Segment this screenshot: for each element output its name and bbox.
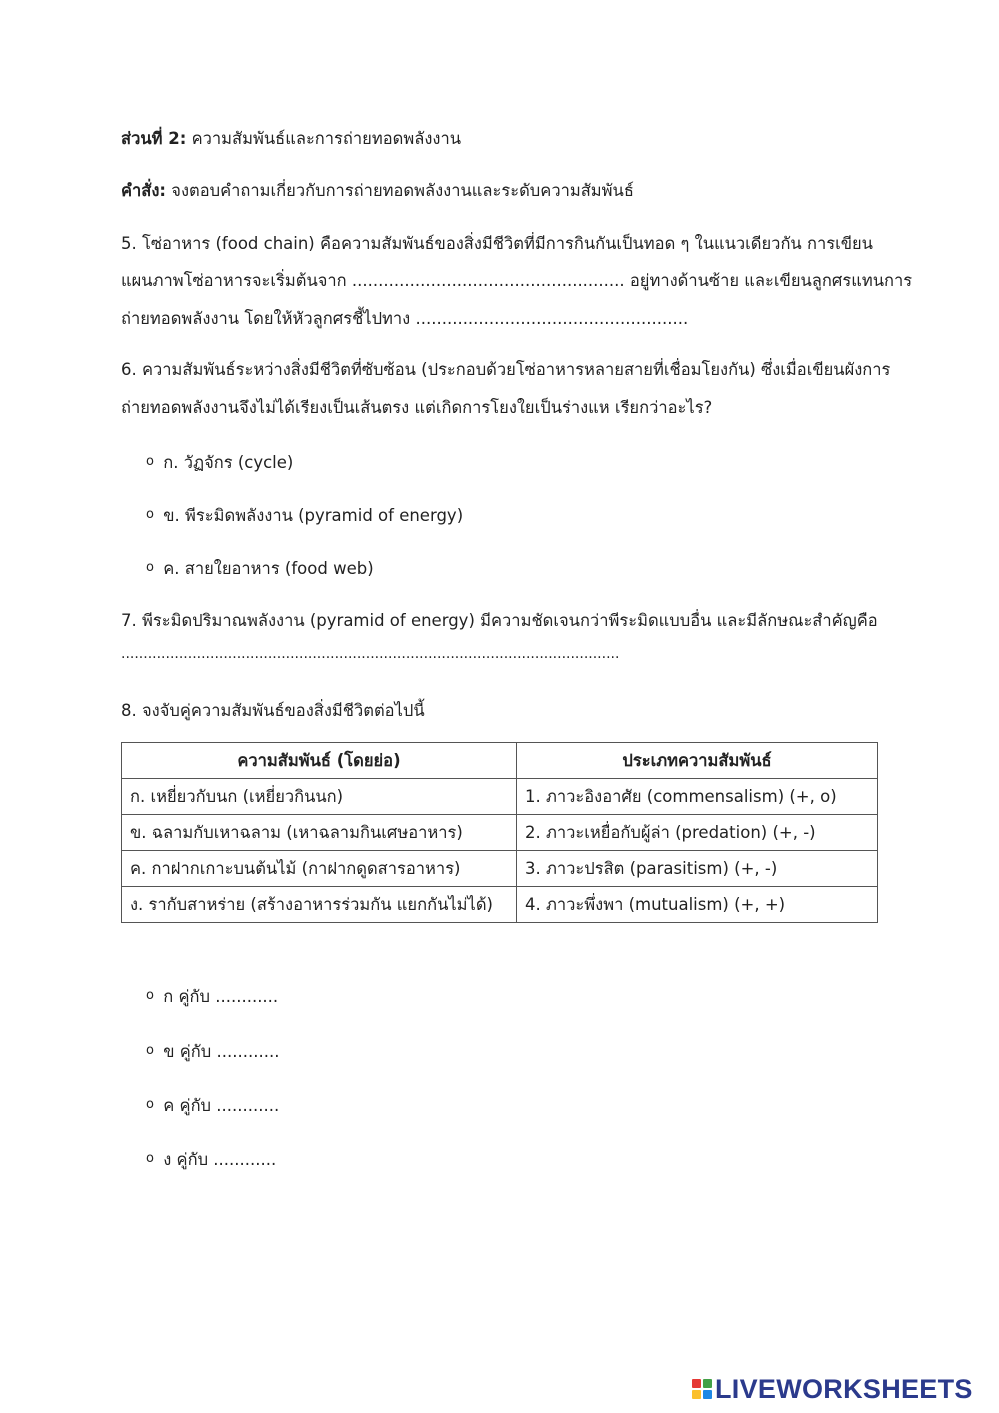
q6-option-b-text: ข. พีระมิดพลังงาน (pyramid of energy) (163, 506, 464, 525)
table-header-row (122, 743, 878, 779)
table-cell: ค. กาฝากเกาะบนต้นไม้ (กาฝากดูดสารอาหาร) (122, 851, 517, 887)
logo-mark-square (703, 1390, 712, 1399)
q5-line-1: 5. โซ่อาหาร (food chain) คือความสัมพันธ์ของสิ่งมีชีวิตที่มีการกินกันเป็นทอด ๆ ในแนวเดียวกัน การเขียน (121, 234, 873, 253)
q6-line-1: 6. ความสัมพันธ์ระหว่างสิ่งมีชีวิตที่ซับซ้อน (ประกอบด้วยโซ่อาหารหลายสายที่เชื่อมโยงกัน) ซึ่งเมื่อเขียนผังการ (121, 360, 891, 379)
q8-answer-d[interactable] (146, 1147, 276, 1173)
q6-option-b[interactable] (146, 503, 463, 529)
q8-answer-b[interactable] (146, 1039, 279, 1065)
table-row (122, 887, 878, 923)
instruction-label: คำสั่ง: (121, 181, 167, 200)
bullet-icon: o (146, 1043, 154, 1058)
logo-mark-square (703, 1379, 712, 1388)
q8-answer-b-text: ข คู่กับ ............ (163, 1042, 280, 1061)
logo-mark-icon (692, 1379, 712, 1399)
logo-text: LIVEWORKSHEETS (715, 1373, 973, 1404)
table-header-type: ประเภทความสัมพันธ์ (517, 743, 878, 779)
q6-option-c-text: ค. สายใยอาหาร (food web) (163, 559, 374, 578)
bullet-icon: o (146, 560, 154, 575)
q8-answer-a[interactable] (146, 984, 278, 1010)
instruction-text: จงตอบคำถามเกี่ยวกับการถ่ายทอดพลังงานและระดับความสัมพันธ์ (171, 181, 634, 200)
table-cell: ง. รากับสาหร่าย (สร้างอาหารร่วมกัน แยกกันไม่ได้) (122, 887, 517, 923)
liveworksheets-logo (692, 1374, 973, 1404)
q5-line-3: ถ่ายทอดพลังงาน โดยให้หัวลูกศรชี้ไปทาง .................................................... (121, 309, 689, 328)
table-cell: 3. ภาวะปรสิต (parasitism) (+, -) (517, 851, 878, 887)
table-cell: ข. ฉลามกับเหาฉลาม (เหาฉลามกินเศษอาหาร) (122, 815, 517, 851)
table-row (122, 851, 878, 887)
q7-answer-blank[interactable]: ................................................................................................................ (121, 646, 620, 662)
section-heading (121, 126, 461, 152)
table-header-relationship: ความสัมพันธ์ (โดยย่อ) (122, 743, 517, 779)
table-row (122, 815, 878, 851)
logo-mark-square (692, 1379, 701, 1388)
q6-option-a[interactable] (146, 450, 293, 476)
bullet-icon: o (146, 507, 154, 522)
q6-option-a-text: ก. วัฏจักร (cycle) (163, 453, 294, 472)
instruction (121, 178, 634, 204)
q8-answer-c[interactable] (146, 1093, 279, 1119)
table-row (122, 779, 878, 815)
q8-answer-c-text: ค คู่กับ ............ (163, 1096, 280, 1115)
q6-line-2: ถ่ายทอดพลังงานจึงไม่ได้เรียงเป็นเส้นตรง แต่เกิดการโยงใยเป็นร่างแห เรียกว่าอะไร? (121, 398, 713, 417)
q5-line-2: แผนภาพโซ่อาหารจะเริ่มต้นจาก .................................................... อยู่ทางด้านซ้าย และเขียนลูกศรแทนการ (121, 271, 913, 290)
section-title: ความสัมพันธ์และการถ่ายทอดพลังงาน (191, 129, 461, 148)
table-cell: 4. ภาวะพึ่งพา (mutualism) (+, +) (517, 887, 878, 923)
bullet-icon: o (146, 1151, 154, 1166)
q6-option-c[interactable] (146, 556, 374, 582)
logo-mark-square (692, 1390, 701, 1399)
q7-line-1: 7. พีระมิดปริมาณพลังงาน (pyramid of energy) มีความชัดเจนกว่าพีระมิดแบบอื่น และมีลักษณะสำคัญคือ (121, 611, 878, 630)
q8-answer-d-text: ง คู่กับ ............ (163, 1150, 277, 1169)
section-label: ส่วนที่ 2: (121, 129, 187, 148)
bullet-icon: o (146, 1097, 154, 1112)
table-cell: 2. ภาวะเหยื่อกับผู้ล่า (predation) (+, -) (517, 815, 878, 851)
q8-prompt: 8. จงจับคู่ความสัมพันธ์ของสิ่งมีชีวิตต่อไปนี้ (121, 701, 425, 720)
table-cell: 1. ภาวะอิงอาศัย (commensalism) (+, o) (517, 779, 878, 815)
q8-answer-a-text: ก คู่กับ ............ (163, 987, 279, 1006)
matching-table (121, 742, 878, 923)
table-cell: ก. เหยี่ยวกับนก (เหยี่ยวกินนก) (122, 779, 517, 815)
bullet-icon: o (146, 988, 154, 1003)
bullet-icon: o (146, 454, 154, 469)
